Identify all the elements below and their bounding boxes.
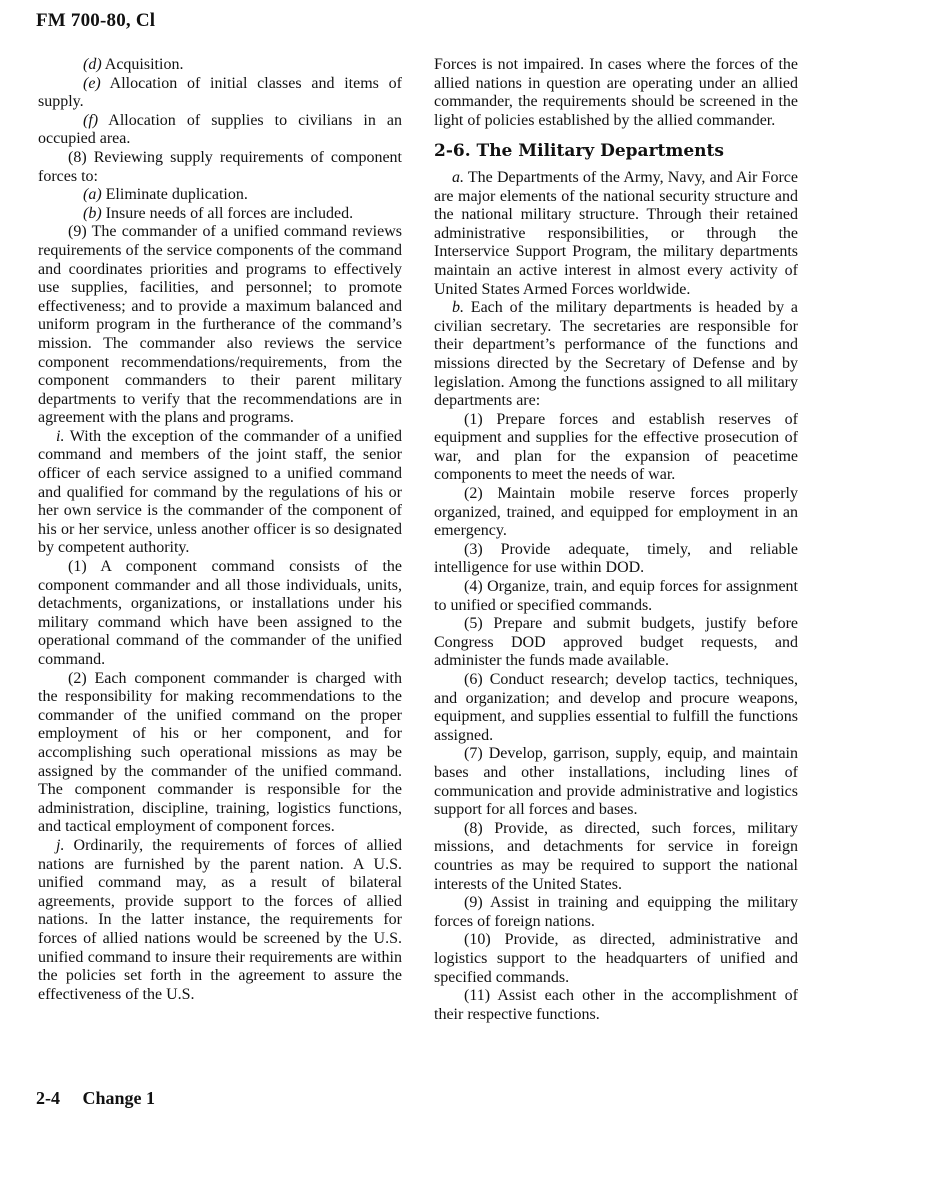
paragraph-text: Insure needs of all forces are included. — [101, 204, 354, 222]
paragraph-text: (9) The commander of a unified command reviews requirements of the service components of the command and coordinates priorities and programs to effectively use supplies, facilities, and personnel; to promote effectiveness; and to provide a maximum balanced and uniform program in the furtherance of the command’s mission. The commander also reviews the service component recommendations/requirements, from the component commanders to their parent military departments to verify that the recommendations are in agreement with the plans and programs. — [38, 223, 402, 427]
paragraph — [38, 186, 402, 205]
paragraph-text: (3) Provide adequate, timely, and reliable intelligence for use within DOD. — [434, 540, 798, 577]
paragraph-text: (5) Prepare and submit budgets, justify before Congress DOD approved budget requests, and administer the funds made available. — [434, 615, 798, 670]
paragraph-text: (8) Reviewing supply requirements of component forces to: — [38, 148, 402, 185]
paragraph-text: (9) Assist in training and equipping the military forces of foreign nations. — [434, 894, 798, 930]
paragraph-text: (11) Assist each other in the accomplishment of their respective functions. — [434, 987, 798, 1023]
paragraph-text: With the exception of the commander of a unified command and members of the joint staff, the senior officer of each service assigned to a unified command and qualified for command by the regulations of his or her own service is the commander of the component of his or her service, unless another officer is so designated by competent authority. — [38, 427, 402, 557]
paragraph — [38, 149, 402, 186]
paragraph — [38, 75, 402, 112]
paragraph-text: Allocation of initial classes and items of supply. — [38, 74, 402, 111]
paragraph-label: i. — [56, 427, 65, 445]
paragraph — [434, 820, 798, 894]
paragraph — [434, 485, 798, 541]
paragraph-text: Acquisition. — [101, 56, 184, 73]
paragraph-text: The Departments of the Army, Navy, and Air Force are major elements of the national security structure and the national military structure. Through their retained administrative responsibilities, or through the Interservice Support Program, the military departments maintain an active interest in almost every activity of United States Armed Forces worldwide. — [434, 168, 798, 298]
paragraph-label: (d) — [83, 56, 102, 73]
right-column — [434, 56, 798, 1024]
paragraph: Forces is not impaired. In cases where the forces of the allied nations in question are operating under an allied commander, the requirements should be screened in the light of policies established by the allied commander. — [434, 56, 798, 129]
page-number: 2-4 — [36, 1088, 60, 1108]
paragraph — [434, 169, 798, 299]
paragraph-text: Each of the military departments is headed by a civilian secretary. The secretaries are responsible for their department’s performance of the functions and missions directed by the Secretary of Defense and by legislation. Among the functions assigned to all military departments are: — [434, 299, 798, 410]
paragraph — [434, 745, 798, 819]
section-heading: 2-6. The Military Departments — [434, 141, 724, 162]
paragraph — [38, 205, 402, 224]
paragraph-text: (8) Provide, as directed, such forces, military missions, and detachments for service in foreign countries as may be required to support the national interests of the United States. — [434, 819, 798, 893]
paragraph-label: (a) — [83, 186, 102, 204]
paragraph-text: (10) Provide, as directed, administrative and logistics support to the headquarters of unified and specified commands. — [434, 931, 798, 986]
paragraph-text: (1) Prepare forces and establish reserves of equipment and supplies for the effective prosecution of war, and plan for the expansion of peacetime components to meet the needs of war. — [434, 410, 798, 484]
paragraph — [434, 299, 798, 411]
paragraph-label: (e) — [83, 74, 101, 92]
paragraph — [434, 931, 798, 987]
paragraph-label: b. — [452, 299, 464, 317]
paragraph — [38, 223, 402, 428]
paragraph — [434, 615, 798, 671]
paragraph-text: Eliminate duplication. — [101, 186, 248, 204]
paragraph — [38, 558, 402, 670]
paragraph-label: a. — [452, 168, 464, 186]
left-column — [38, 56, 402, 1004]
paragraph — [38, 837, 402, 1004]
paragraph — [434, 541, 798, 578]
right-paragraphs — [434, 169, 798, 1024]
paragraph-label: (f) — [83, 111, 99, 129]
paragraph — [434, 411, 798, 485]
paragraph-text: Ordinarily, the requirements of forces of allied nations are furnished by the parent nation. A U.S. unified command may, as a result of bilateral agreements, provide support to the forces of allied nations. In the latter instance, the requirements for forces of allied nations would be screened by the U.S. unified command to insure their requirements are within the policies set forth in the agreement to assure the effectiveness of the U.S. — [38, 836, 402, 1003]
paragraph — [38, 56, 402, 75]
paragraph-text: (1) A component command consists of the component commander and all those individuals, units, detachments, organizations, or installations under his military command which have been assigned to the operational command of the commander of the unified command. — [38, 558, 402, 668]
paragraph-label: (b) — [83, 204, 102, 222]
paragraph — [434, 894, 798, 931]
paragraph-text: (6) Conduct research; develop tactics, techniques, and organization; and develop and procure weapons, equipment, and supplies essential to fulfill the functions assigned. — [434, 671, 798, 744]
paragraph — [38, 428, 402, 558]
paragraph — [434, 671, 798, 745]
page-footer — [36, 1088, 155, 1109]
paragraph — [434, 578, 798, 615]
paragraph-text: (2) Each component commander is charged with the responsibility for making recommendations to the commander of the unified command on the proper employment of his or her component, and for accomplishing such operational missions as may be assigned by the commander of the unified command. The component commander is responsible for the administration, discipline, training, logistics functions, and tactical employment of component forces. — [38, 669, 402, 836]
paragraph-text: (7) Develop, garrison, supply, equip, and maintain bases and other installations, including lines of communication and provide administrative and logistics support for all forces and bases. — [434, 745, 798, 819]
paragraph-text: (2) Maintain mobile reserve forces properly organized, trained, and equipped for employment in an emergency. — [434, 485, 798, 540]
paragraph — [38, 112, 402, 149]
page-header: FM 700-80, Cl — [36, 10, 156, 31]
paragraph-text: Allocation of supplies to civilians in an occupied area. — [38, 111, 402, 148]
paragraph — [38, 670, 402, 837]
paragraph-text: (4) Organize, train, and equip forces for assignment to unified or specified commands. — [434, 578, 798, 614]
paragraph — [434, 987, 798, 1024]
paragraph-label: j. — [56, 836, 65, 854]
change-label: Change 1 — [82, 1088, 156, 1108]
